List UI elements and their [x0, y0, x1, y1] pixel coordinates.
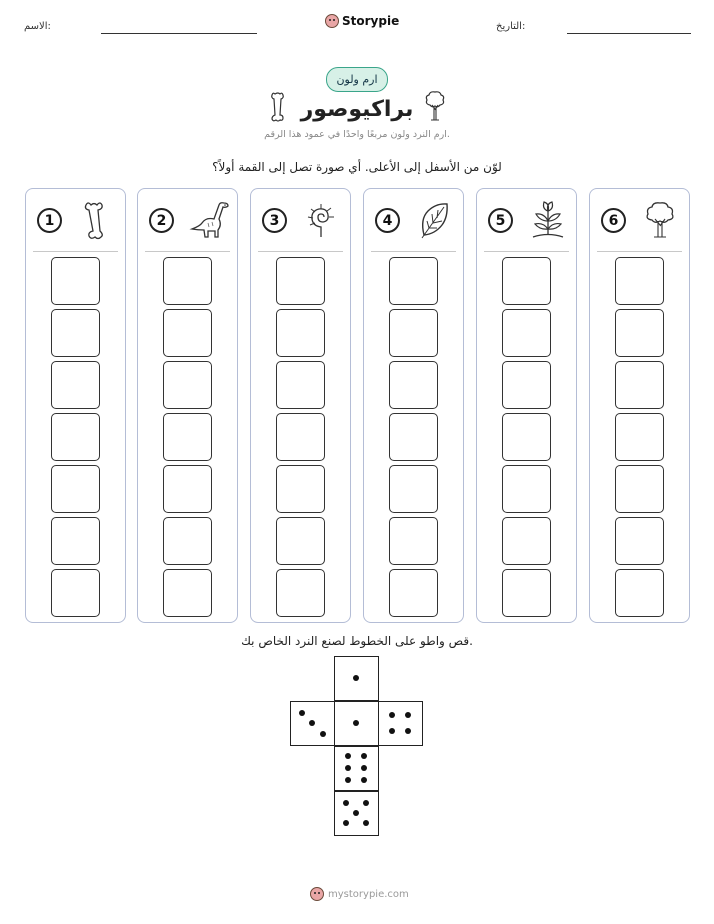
- color-square[interactable]: [51, 465, 100, 513]
- color-square[interactable]: [51, 569, 100, 617]
- die-pip: [343, 800, 349, 806]
- color-square[interactable]: [163, 413, 212, 461]
- color-square[interactable]: [276, 517, 325, 565]
- die-pip: [353, 720, 359, 726]
- die-pip: [363, 800, 369, 806]
- column-divider: [371, 251, 456, 252]
- color-square[interactable]: [389, 465, 438, 513]
- footer-url[interactable]: mystorypie.com: [328, 888, 409, 900]
- color-square[interactable]: [276, 309, 325, 357]
- color-square[interactable]: [389, 257, 438, 305]
- color-square[interactable]: [502, 257, 551, 305]
- tree-icon: [424, 89, 446, 123]
- die-pip: [345, 777, 351, 783]
- die-pip: [309, 720, 315, 726]
- race-column-1: [25, 188, 126, 623]
- color-square[interactable]: [51, 361, 100, 409]
- color-square[interactable]: [163, 361, 212, 409]
- die-pip: [299, 710, 305, 716]
- die-face-3: [290, 701, 335, 746]
- column-divider: [258, 251, 343, 252]
- color-square[interactable]: [502, 465, 551, 513]
- color-square[interactable]: [502, 309, 551, 357]
- color-square[interactable]: [389, 413, 438, 461]
- color-square[interactable]: [276, 465, 325, 513]
- die-face-1: [334, 701, 379, 746]
- column-number: 6: [601, 208, 626, 233]
- column-number: 1: [37, 208, 62, 233]
- color-square[interactable]: [615, 517, 664, 565]
- plant-icon: [527, 199, 567, 241]
- color-square[interactable]: [389, 517, 438, 565]
- race-column-2: [137, 188, 238, 623]
- die-face-1: [334, 656, 379, 701]
- tree-icon: [640, 199, 680, 241]
- color-square[interactable]: [163, 465, 212, 513]
- color-square[interactable]: [51, 413, 100, 461]
- race-column-5: [476, 188, 577, 623]
- color-square[interactable]: [615, 257, 664, 305]
- column-header: [26, 189, 125, 251]
- brand-logo: Storypie: [325, 14, 399, 28]
- dinosaur-icon: [188, 199, 228, 241]
- column-header: [138, 189, 237, 251]
- color-square[interactable]: [502, 413, 551, 461]
- bear-footer-icon: [310, 887, 324, 901]
- color-square[interactable]: [389, 569, 438, 617]
- color-square[interactable]: [163, 517, 212, 565]
- fern-icon: [301, 199, 341, 241]
- die-instruction: قص واطو على الخطوط لصنع النرد الخاص بك.: [241, 634, 473, 648]
- color-square[interactable]: [51, 517, 100, 565]
- die-pip: [363, 820, 369, 826]
- column-divider: [597, 251, 682, 252]
- die-face-4: [378, 701, 423, 746]
- column-header: [590, 189, 689, 251]
- color-square[interactable]: [615, 309, 664, 357]
- race-column-3: [250, 188, 351, 623]
- die-face-6: [334, 746, 379, 791]
- die-pip: [345, 753, 351, 759]
- date-label: التاريخ:: [496, 21, 526, 32]
- instructions-subtitle: ارم النرد ولون مربعًا واحدًا في عمود هذا الرقم.: [264, 129, 450, 140]
- die-pip: [405, 728, 411, 734]
- die-pip: [361, 765, 367, 771]
- color-square[interactable]: [276, 569, 325, 617]
- bear-logo-icon: [325, 14, 339, 28]
- color-square[interactable]: [276, 361, 325, 409]
- die-pip: [345, 765, 351, 771]
- column-number: 3: [262, 208, 287, 233]
- color-square[interactable]: [502, 517, 551, 565]
- bone-icon: [270, 91, 286, 123]
- color-square[interactable]: [389, 309, 438, 357]
- color-square[interactable]: [163, 569, 212, 617]
- footer: [310, 887, 409, 901]
- column-number: 2: [149, 208, 174, 233]
- race-question: لوّن من الأسفل إلى الأعلى. أي صورة تصل إلى القمة أولاً؟: [212, 160, 502, 174]
- die-pip: [361, 753, 367, 759]
- column-header: [364, 189, 463, 251]
- column-number: 5: [488, 208, 513, 233]
- die-pip: [389, 712, 395, 718]
- leaf-icon: [414, 199, 454, 241]
- race-column-4: [363, 188, 464, 623]
- column-header: [477, 189, 576, 251]
- color-square[interactable]: [615, 569, 664, 617]
- bone-icon: [76, 199, 116, 241]
- page-title: براكيوصور: [300, 97, 414, 122]
- color-square[interactable]: [502, 569, 551, 617]
- die-pip: [353, 810, 359, 816]
- color-square[interactable]: [502, 361, 551, 409]
- color-square[interactable]: [615, 361, 664, 409]
- die-pip: [320, 731, 326, 737]
- column-number: 4: [375, 208, 400, 233]
- die-pip: [361, 777, 367, 783]
- color-square[interactable]: [276, 257, 325, 305]
- column-header: [251, 189, 350, 251]
- color-square[interactable]: [163, 257, 212, 305]
- column-divider: [145, 251, 230, 252]
- die-face-5: [334, 791, 379, 836]
- color-square[interactable]: [389, 361, 438, 409]
- activity-badge: ارم ولون: [326, 67, 388, 92]
- color-square[interactable]: [51, 257, 100, 305]
- column-divider: [33, 251, 118, 252]
- die-pip: [353, 675, 359, 681]
- color-square[interactable]: [615, 413, 664, 461]
- die-pip: [389, 728, 395, 734]
- date-line: [567, 33, 691, 34]
- color-square[interactable]: [163, 309, 212, 357]
- race-column-6: [589, 188, 690, 623]
- color-square[interactable]: [276, 413, 325, 461]
- die-pip: [405, 712, 411, 718]
- name-label: الاسم:: [24, 21, 51, 32]
- color-square[interactable]: [615, 465, 664, 513]
- column-divider: [484, 251, 569, 252]
- color-square[interactable]: [51, 309, 100, 357]
- name-line: [101, 33, 257, 34]
- die-pip: [343, 820, 349, 826]
